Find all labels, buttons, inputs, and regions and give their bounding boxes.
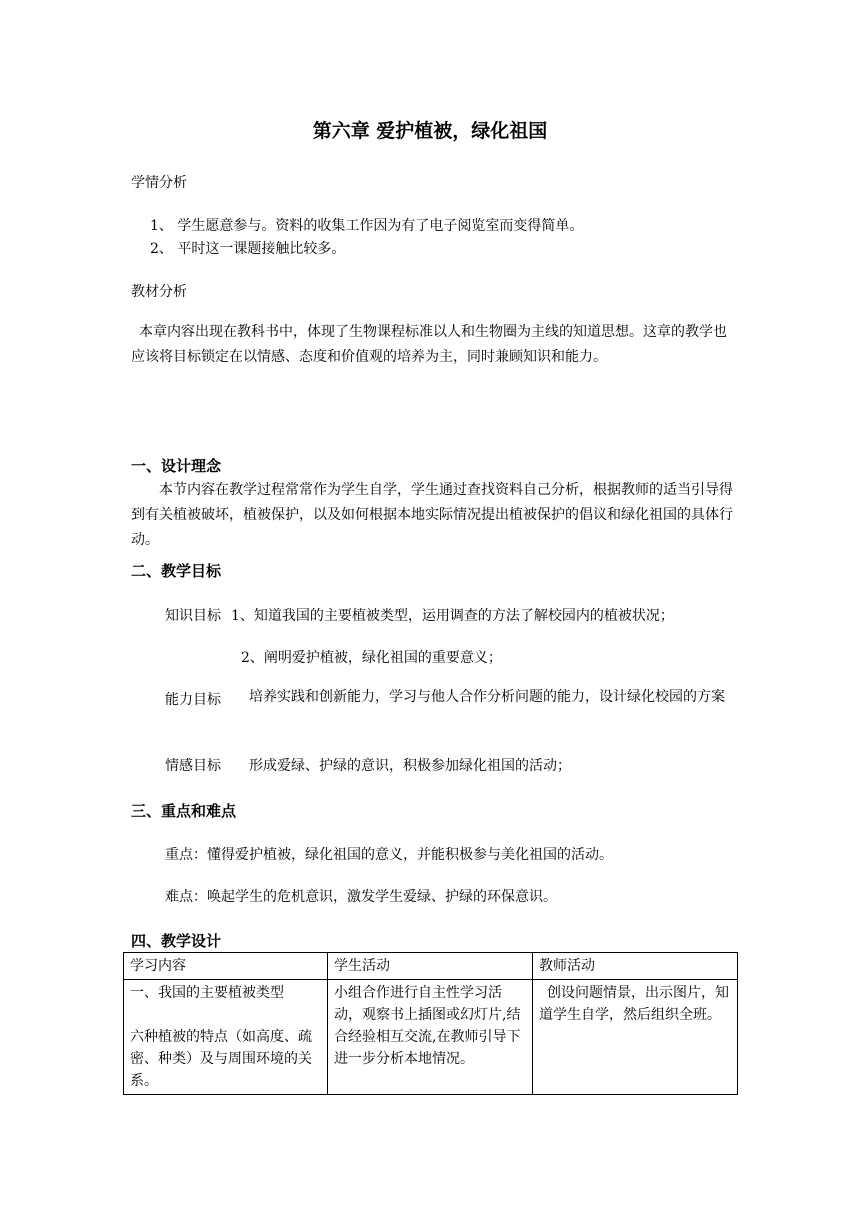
knowledge-goal-2: 2、阐明爱护植被，绿化祖国的重要意义； xyxy=(241,650,502,666)
key-points-heading: 三、重点和难点 xyxy=(131,802,237,820)
table-header-content: 学习内容 xyxy=(124,953,328,980)
table-row xyxy=(124,980,738,1095)
emotion-goal-text: 形成爱绿、护绿的意识，积极参加绿化祖国的活动； xyxy=(249,758,571,774)
teaching-design-heading: 四、教学设计 xyxy=(131,932,222,950)
learning-analysis-label: 学情分析 xyxy=(131,175,187,191)
design-concept-text: 本节内容在教学过程常常作为学生自学，学生通过查找资料自己分析，根据教师的适当引导得到有关植被破坏，植被保护，以及如何根据本地实际情况提出植被保护的倡议和绿化祖国的具体行动。 xyxy=(131,482,733,548)
table-header-row xyxy=(124,953,738,980)
textbook-analysis-text: 本章内容出现在教科书中，体现了生物课程标准以人和生物圈为主线的知道思想。这章的教学也应该将目标锁定在以情感、态度和价值观的培养为主，同时兼顾知识和能力。 xyxy=(131,324,727,365)
table-header-student: 学生活动 xyxy=(328,953,533,980)
ability-goal-text: 培养实践和创新能力，学习与他人合作分析问题的能力，设计绿化校园的方案 xyxy=(249,689,725,705)
textbook-analysis-label: 教材分析 xyxy=(131,284,187,300)
knowledge-goal-1: 1、知道我国的主要植被类型，运用调查的方法了解校园内的植被状况； xyxy=(231,608,674,624)
teaching-goals-heading: 二、教学目标 xyxy=(131,562,222,580)
table-cell-content xyxy=(124,980,328,1095)
key-point-focus: 重点：懂得爱护植被，绿化祖国的意义，并能积极参与美化祖国的活动。 xyxy=(165,847,613,863)
learning-analysis-item-2: 2、 平时这一课题接触比较多。 xyxy=(150,241,346,257)
learning-analysis-item-1: 1、 学生愿意参与。资料的收集工作因为有了电子阅览室而变得简单。 xyxy=(150,218,584,234)
knowledge-goal-label: 知识目标 xyxy=(165,608,221,624)
teaching-design-table xyxy=(123,952,738,1095)
content-detail: 六种植被的特点（如高度、疏密、种类）及与周围环境的关系。 xyxy=(130,1029,312,1089)
emotion-goal-label: 情感目标 xyxy=(165,758,221,774)
design-concept-heading: 一、设计理念 xyxy=(131,457,222,475)
ability-goal-label: 能力目标 xyxy=(165,692,221,708)
content-topic: 一、我国的主要植被类型 xyxy=(130,985,284,1001)
table-header-teacher: 教师活动 xyxy=(533,953,738,980)
page-title: 第六章 爱护植被，绿化祖国 xyxy=(312,120,548,142)
table-cell-student: 小组合作进行自主性学习活动，观察书上插图或幻灯片,结合经验相互交流,在教师引导下进一步分析本地情况。 xyxy=(328,980,533,1095)
table-cell-teacher: 创设问题情景，出示图片，知道学生自学，然后组织全班。 xyxy=(533,980,738,1095)
key-point-difficulty: 难点：唤起学生的危机意识，激发学生爱绿、护绿的环保意识。 xyxy=(165,889,557,905)
